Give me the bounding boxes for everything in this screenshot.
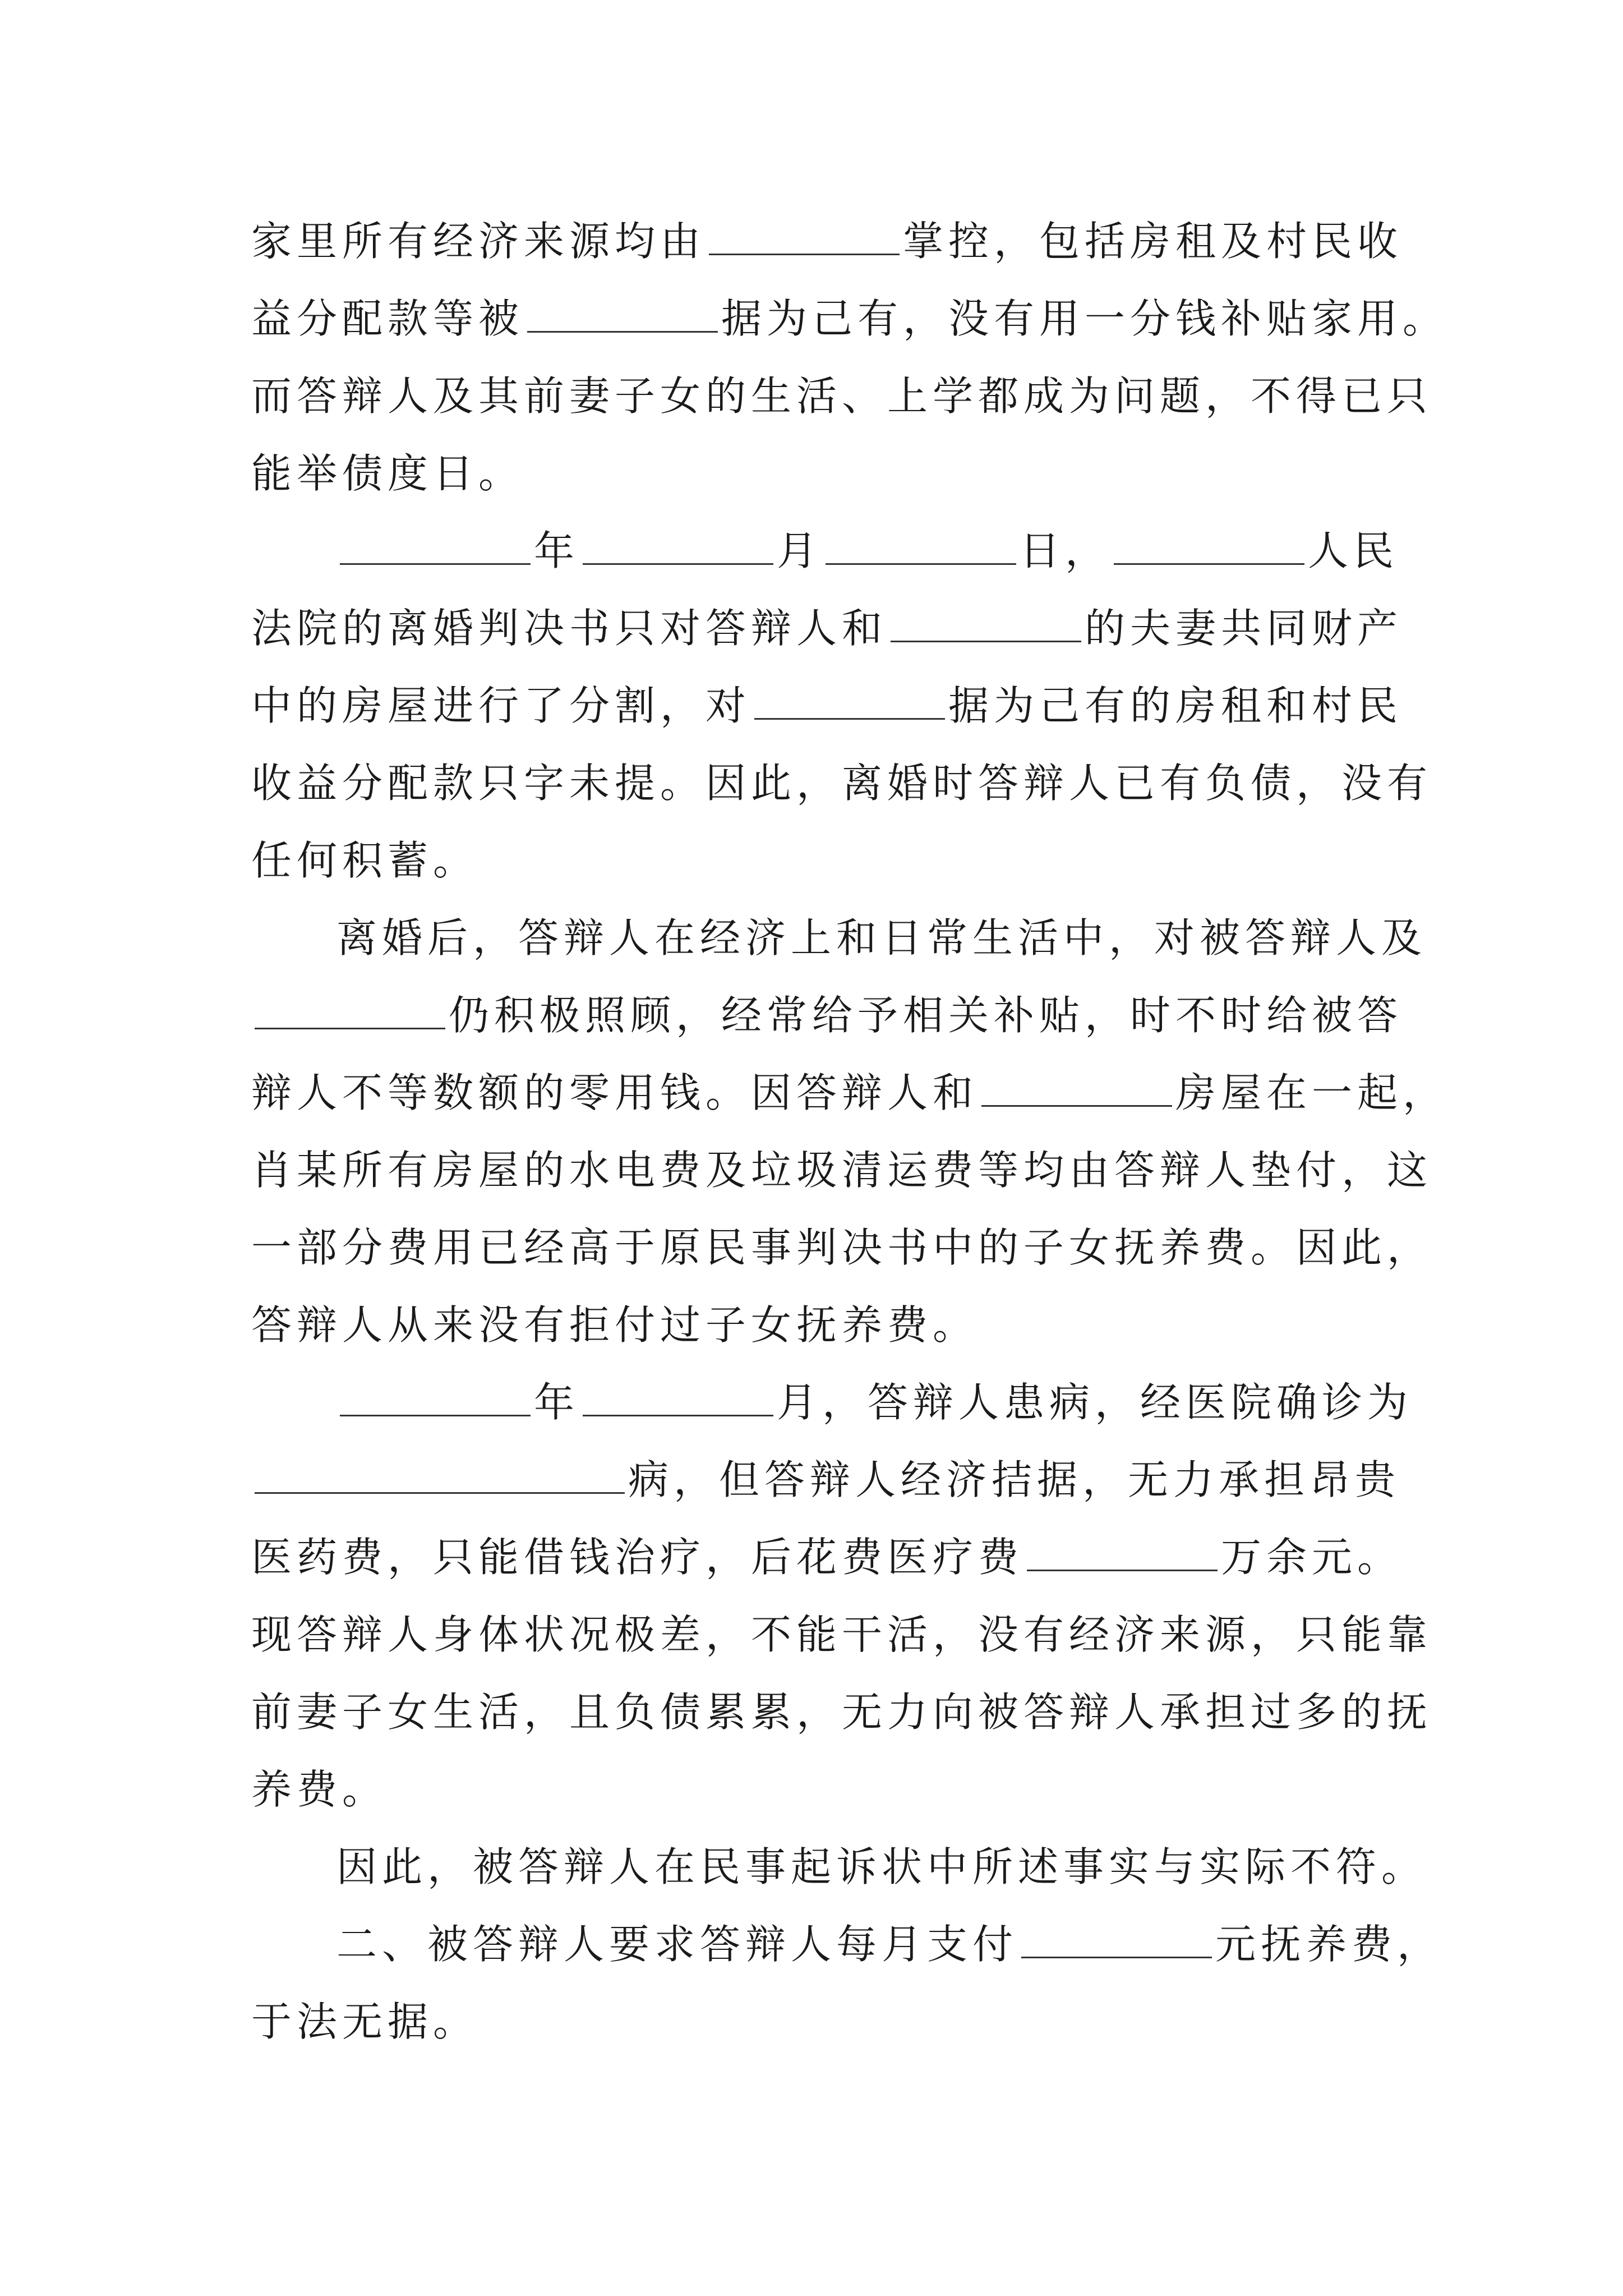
fill-in-blank [891,608,1081,642]
fill-in-blank [1021,1924,1212,1958]
fill-in-blank [1027,1537,1218,1571]
text-line: 养费。 [251,1766,388,1813]
fill-in-blank [527,298,718,333]
fill-in-blank [583,1382,773,1416]
text-line: 收益分配款只字未提。因此，离婚时答辩人已有负债，没有 [251,760,1433,807]
text-line: 家里所有经济来源均由 掌控，包括房租及村民收 [251,218,1403,265]
fill-in-blank [1114,531,1304,565]
text-line: 法院的离婚判决书只对答辩人和 的夫妻共同财产 [251,605,1403,652]
fill-in-blank [255,1460,625,1494]
text-line: 二、被答辩人要求答辩人每月支付 元抚养费， [336,1921,1443,1968]
text-line: 能举债度日。 [251,450,524,497]
text-line: 而答辩人及其前妻子女的生活、上学都成为问题，不得已只 [251,372,1433,420]
text-line: 益分配款等被 据为己有，没有用一分钱补贴家用。 [251,295,1449,342]
text-line: 离婚后，答辩人在经济上和日常生活中，对被答辩人及 [336,914,1427,961]
text-line: 仍积极照顾，经常给予相关补贴，时不时给被答 [251,993,1403,1038]
fill-in-blank [754,685,945,720]
fill-in-blank [583,531,773,565]
text-line: 于法无据。 [251,1998,479,2045]
text-line: 肖某所有房屋的水电费及垃圾清运费等均由答辩人垫付，这 [251,1147,1433,1194]
fill-in-blank [340,531,531,565]
fill-in-blank [709,221,900,255]
text-line: 现答辩人身体状况极差，不能干活，没有经济来源，只能靠 [251,1611,1433,1658]
text-line: 年 月，答辩人患病，经医院确诊为 [336,1380,1413,1425]
text-line: 前妻子女生活，且负债累累，无力向被答辩人承担过多的抚 [251,1688,1433,1736]
fill-in-blank [340,1382,531,1416]
text-line: 一部分费用已经高于原民事判决书中的子女抚养费。因此， [251,1224,1433,1271]
text-line: 任何积蓄。 [251,837,479,884]
text-line: 病，但答辩人经济拮据，无力承担昂贵 [251,1457,1400,1502]
text-line: 答辩人从来没有拒付过子女抚养费。 [251,1301,979,1349]
text-line: 年 月 日， 人民 [336,528,1399,573]
text-line: 因此，被答辩人在民事起诉状中所述事实与实际不符。 [336,1843,1427,1890]
fill-in-blank [826,531,1016,565]
text-line: 中的房屋进行了分割，对 据为己有的房租和村民 [251,682,1403,729]
text-line: 医药费，只能借钱治疗，后花费医疗费 万余元。 [251,1534,1403,1581]
fill-in-blank [981,1073,1172,1107]
text-line: 辩人不等数额的零用钱。因答辩人和 房屋在一起， [251,1069,1449,1116]
fill-in-blank [255,995,445,1029]
